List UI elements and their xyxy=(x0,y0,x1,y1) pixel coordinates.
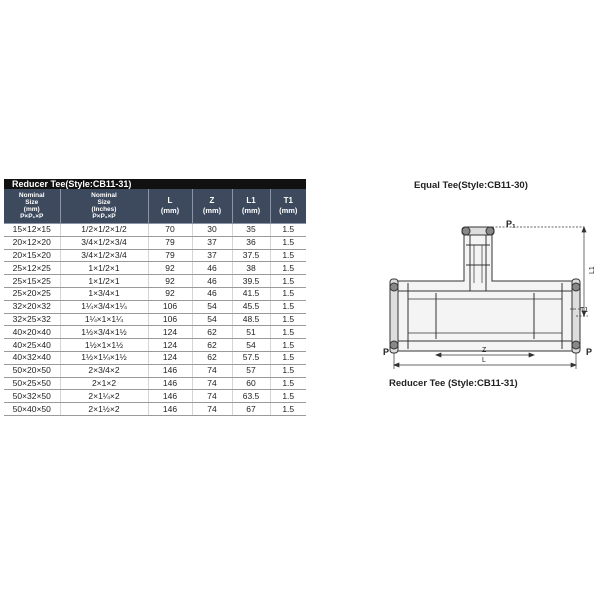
header-l: L (mm) xyxy=(148,189,192,224)
cell-nominal-inches: 1½×1¼×1½ xyxy=(60,351,148,364)
cell-t1: 1.5 xyxy=(270,249,306,262)
cell-l: 146 xyxy=(148,390,192,403)
cell-t1: 1.5 xyxy=(270,364,306,377)
table-row xyxy=(4,249,306,262)
cell-l: 124 xyxy=(148,326,192,339)
header-nominal-inches: Nominal Size (Inches) P×P₁×P xyxy=(60,189,148,224)
cell-t1: 1.5 xyxy=(270,313,306,326)
cell-nominal-inches: 1½×1×1½ xyxy=(60,339,148,352)
table-row xyxy=(4,287,306,300)
cell-l1: 38 xyxy=(232,262,270,275)
cell-l1: 37.5 xyxy=(232,249,270,262)
cell-l1: 63.5 xyxy=(232,390,270,403)
header-l1: L1 (mm) xyxy=(232,189,270,224)
cell-l1: 57 xyxy=(232,364,270,377)
table-row xyxy=(4,326,306,339)
cell-nominal-inches: 1×1/2×1 xyxy=(60,275,148,288)
cell-l: 106 xyxy=(148,313,192,326)
table-row xyxy=(4,339,306,352)
cell-l: 70 xyxy=(148,224,192,237)
cell-t1: 1.5 xyxy=(270,351,306,364)
table-row xyxy=(4,313,306,326)
cell-nominal-inches: 1×1/2×1 xyxy=(60,262,148,275)
table-header-row xyxy=(4,189,306,224)
cell-t1: 1.5 xyxy=(270,262,306,275)
table-row xyxy=(4,236,306,249)
cell-t1: 1.5 xyxy=(270,377,306,390)
cell-l: 92 xyxy=(148,275,192,288)
label-p-right: P xyxy=(586,347,593,357)
cell-nominal-inches: 1×3/4×1 xyxy=(60,287,148,300)
cell-t1: 1.5 xyxy=(270,326,306,339)
cell-l1: 48.5 xyxy=(232,313,270,326)
cell-l: 124 xyxy=(148,351,192,364)
cell-nominal-mm: 50×20×50 xyxy=(4,364,60,377)
cell-l1: 41.5 xyxy=(232,287,270,300)
header-nominal-mm: Nominal Size (mm) P×P₁×P xyxy=(4,189,60,224)
cell-l: 146 xyxy=(148,364,192,377)
cell-z: 46 xyxy=(192,275,232,288)
spec-table-body xyxy=(4,224,306,416)
cell-l: 124 xyxy=(148,339,192,352)
cell-l1: 45.5 xyxy=(232,300,270,313)
table-row xyxy=(4,364,306,377)
cell-nominal-inches: 3/4×1/2×3/4 xyxy=(60,236,148,249)
cell-z: 74 xyxy=(192,403,232,416)
cell-t1: 1.5 xyxy=(270,224,306,237)
cell-z: 74 xyxy=(192,377,232,390)
cell-nominal-mm: 25×12×25 xyxy=(4,262,60,275)
cell-l: 79 xyxy=(148,249,192,262)
cell-z: 74 xyxy=(192,390,232,403)
label-z: Z xyxy=(482,347,487,354)
cell-nominal-mm: 25×20×25 xyxy=(4,287,60,300)
cell-t1: 1.5 xyxy=(270,275,306,288)
cell-nominal-mm: 50×40×50 xyxy=(4,403,60,416)
cell-t1: 1.5 xyxy=(270,403,306,416)
cell-t1: 1.5 xyxy=(270,390,306,403)
cell-nominal-inches: 1/2×1/2×1/2 xyxy=(60,224,148,237)
cell-l1: 39.5 xyxy=(232,275,270,288)
tee-fitting-drawing xyxy=(380,213,596,371)
table-row xyxy=(4,390,306,403)
label-t1: T1 xyxy=(580,307,589,314)
cell-z: 30 xyxy=(192,224,232,237)
cell-l: 92 xyxy=(148,287,192,300)
cell-l: 92 xyxy=(148,262,192,275)
cell-nominal-mm: 40×20×40 xyxy=(4,326,60,339)
cell-t1: 1.5 xyxy=(270,339,306,352)
table-row xyxy=(4,377,306,390)
cell-l1: 35 xyxy=(232,224,270,237)
header-z: Z (mm) xyxy=(192,189,232,224)
cell-t1: 1.5 xyxy=(270,287,306,300)
table-title: Reducer Tee(Style:CB11-31) xyxy=(4,179,306,189)
cell-nominal-inches: 2×1×2 xyxy=(60,377,148,390)
cell-nominal-mm: 40×32×40 xyxy=(4,351,60,364)
label-p1: P₁ xyxy=(506,219,516,229)
cell-nominal-inches: 1¼×1×1¼ xyxy=(60,313,148,326)
cell-l1: 57.5 xyxy=(232,351,270,364)
table-row xyxy=(4,262,306,275)
spec-table-block xyxy=(4,179,306,416)
cell-z: 74 xyxy=(192,364,232,377)
cell-l1: 51 xyxy=(232,326,270,339)
cell-t1: 1.5 xyxy=(270,300,306,313)
cell-nominal-inches: 3/4×1/2×3/4 xyxy=(60,249,148,262)
cell-nominal-mm: 20×12×20 xyxy=(4,236,60,249)
table-row xyxy=(4,300,306,313)
cell-l1: 36 xyxy=(232,236,270,249)
reducer-tee-caption: Reducer Tee (Style:CB11-31) xyxy=(389,378,518,389)
cell-l: 146 xyxy=(148,377,192,390)
equal-tee-title: Equal Tee(Style:CB11-30) xyxy=(414,180,528,191)
cell-nominal-mm: 15×12×15 xyxy=(4,224,60,237)
cell-nominal-mm: 25×15×25 xyxy=(4,275,60,288)
table-row xyxy=(4,224,306,237)
cell-nominal-mm: 50×32×50 xyxy=(4,390,60,403)
cell-nominal-mm: 32×25×32 xyxy=(4,313,60,326)
cell-nominal-mm: 20×15×20 xyxy=(4,249,60,262)
table-row xyxy=(4,351,306,364)
cell-nominal-mm: 40×25×40 xyxy=(4,339,60,352)
label-l: L xyxy=(482,357,486,364)
cell-nominal-inches: 2×3/4×2 xyxy=(60,364,148,377)
cell-nominal-mm: 32×20×32 xyxy=(4,300,60,313)
label-l1: L1 xyxy=(589,266,596,274)
cell-l: 79 xyxy=(148,236,192,249)
spec-table xyxy=(4,189,306,416)
cell-z: 46 xyxy=(192,262,232,275)
table-row xyxy=(4,275,306,288)
cell-t1: 1.5 xyxy=(270,236,306,249)
header-t1: T1 (mm) xyxy=(270,189,306,224)
cell-nominal-inches: 2×1¼×2 xyxy=(60,390,148,403)
cell-l1: 67 xyxy=(232,403,270,416)
cell-z: 54 xyxy=(192,313,232,326)
cell-z: 46 xyxy=(192,287,232,300)
cell-z: 62 xyxy=(192,351,232,364)
cell-l1: 54 xyxy=(232,339,270,352)
cell-z: 37 xyxy=(192,236,232,249)
cell-l: 106 xyxy=(148,300,192,313)
cell-nominal-inches: 1¼×3/4×1¼ xyxy=(60,300,148,313)
cell-nominal-inches: 2×1½×2 xyxy=(60,403,148,416)
table-row xyxy=(4,403,306,416)
cell-l1: 60 xyxy=(232,377,270,390)
cell-nominal-mm: 50×25×50 xyxy=(4,377,60,390)
cell-z: 62 xyxy=(192,339,232,352)
cell-nominal-inches: 1½×3/4×1½ xyxy=(60,326,148,339)
cell-l: 146 xyxy=(148,403,192,416)
cell-z: 37 xyxy=(192,249,232,262)
cell-z: 54 xyxy=(192,300,232,313)
label-p-left: P xyxy=(383,347,390,357)
cell-z: 62 xyxy=(192,326,232,339)
